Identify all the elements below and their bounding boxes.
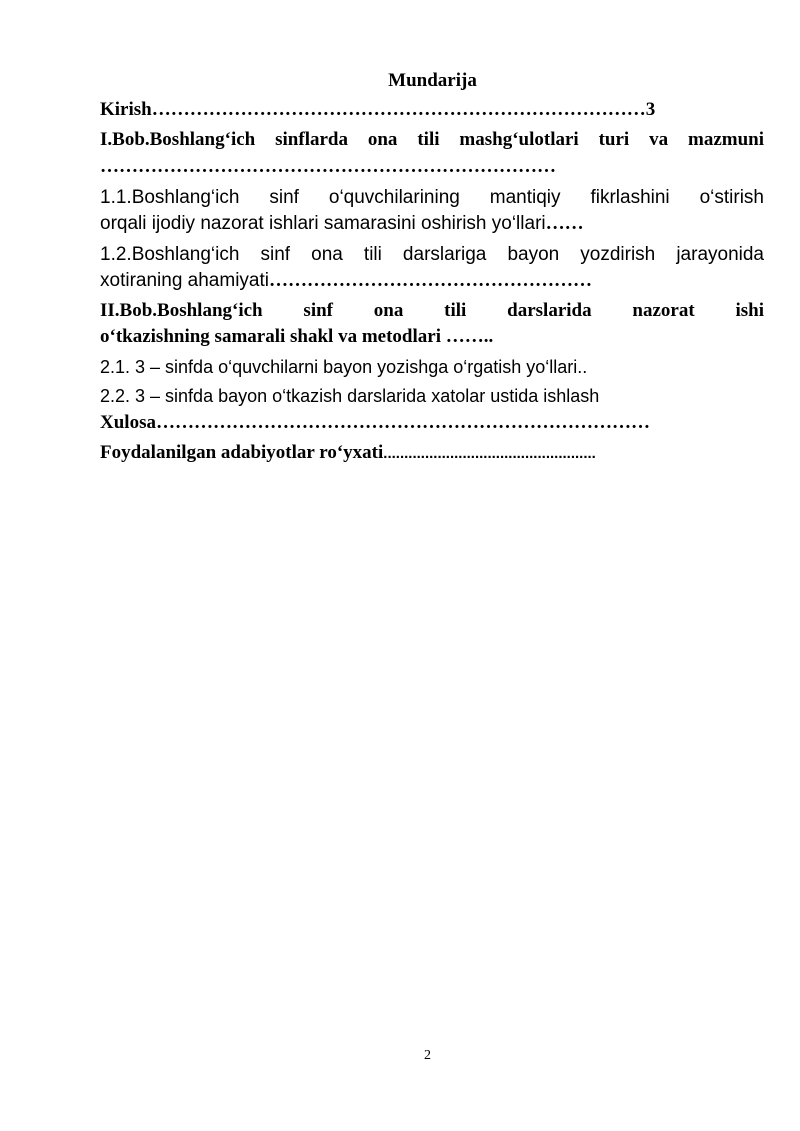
toc-section-1-2-text: xotiraning ahamiyati [100,270,269,291]
toc-chapter2-line2: o‘tkazishning samarali shakl va metodlari …….. [100,326,494,347]
toc-section-2-2: 2.2. 3 – sinfda bayon o‘tkazish darslarida xatolar ustida ishlash [100,386,600,406]
page-number: 2 [424,1048,431,1063]
toc-intro-page: 3 [645,99,656,120]
toc-section-1-1-dots: …… [545,213,584,234]
toc-references-label: Foydalanilgan adabiyotlar ro‘yxati [100,442,384,463]
toc-conclusion-dots: …………………………………………………………………… [155,412,650,433]
toc-references-dots: ................................................... [383,445,596,462]
toc-chapter1-line1: I.Bob.Boshlang‘ich sinflarda ona tili mashg‘ulotlari turi va mazmuni [100,129,764,150]
toc-intro-label: Kirish [100,99,152,120]
toc-section-1-2-dots: …………………………………………… [268,270,592,291]
toc-conclusion-label: Xulosa [100,412,156,433]
toc-chapter2-line1: II.Bob.Boshlang‘ich sinf ona tili darslarida nazorat ishi [100,300,764,321]
toc-section-1-2-line2 [100,269,764,293]
toc-section-2-1: 2.1. 3 – sinfda o‘quvchilarni bayon yozishga o‘rgatish yo‘llari.. [100,357,588,377]
toc-section-1-1-line1: 1.1.Boshlang‘ich sinf o‘quvchilarining mantiqiy fikrlashini o‘stirish [100,187,764,208]
toc-intro-dots: …………………………………………………………………… [151,99,646,120]
toc-entry-references [100,441,764,466]
toc-entry-conclusion [100,411,764,435]
toc-chapter1-line2: ……………………………………………………………… [100,156,556,177]
toc-section-1-2-line1: 1.2.Boshlang‘ich sinf ona tili darslariga bayon yozdirish jarayonida [100,244,764,265]
toc-entry-intro [100,98,764,122]
toc-section-1-1-text: orqali ijodiy nazorat ishlari samarasini oshirish yo‘llari [100,213,546,234]
page-title: Mundarija [388,70,477,91]
toc-section-1-1-line2 [100,212,764,236]
